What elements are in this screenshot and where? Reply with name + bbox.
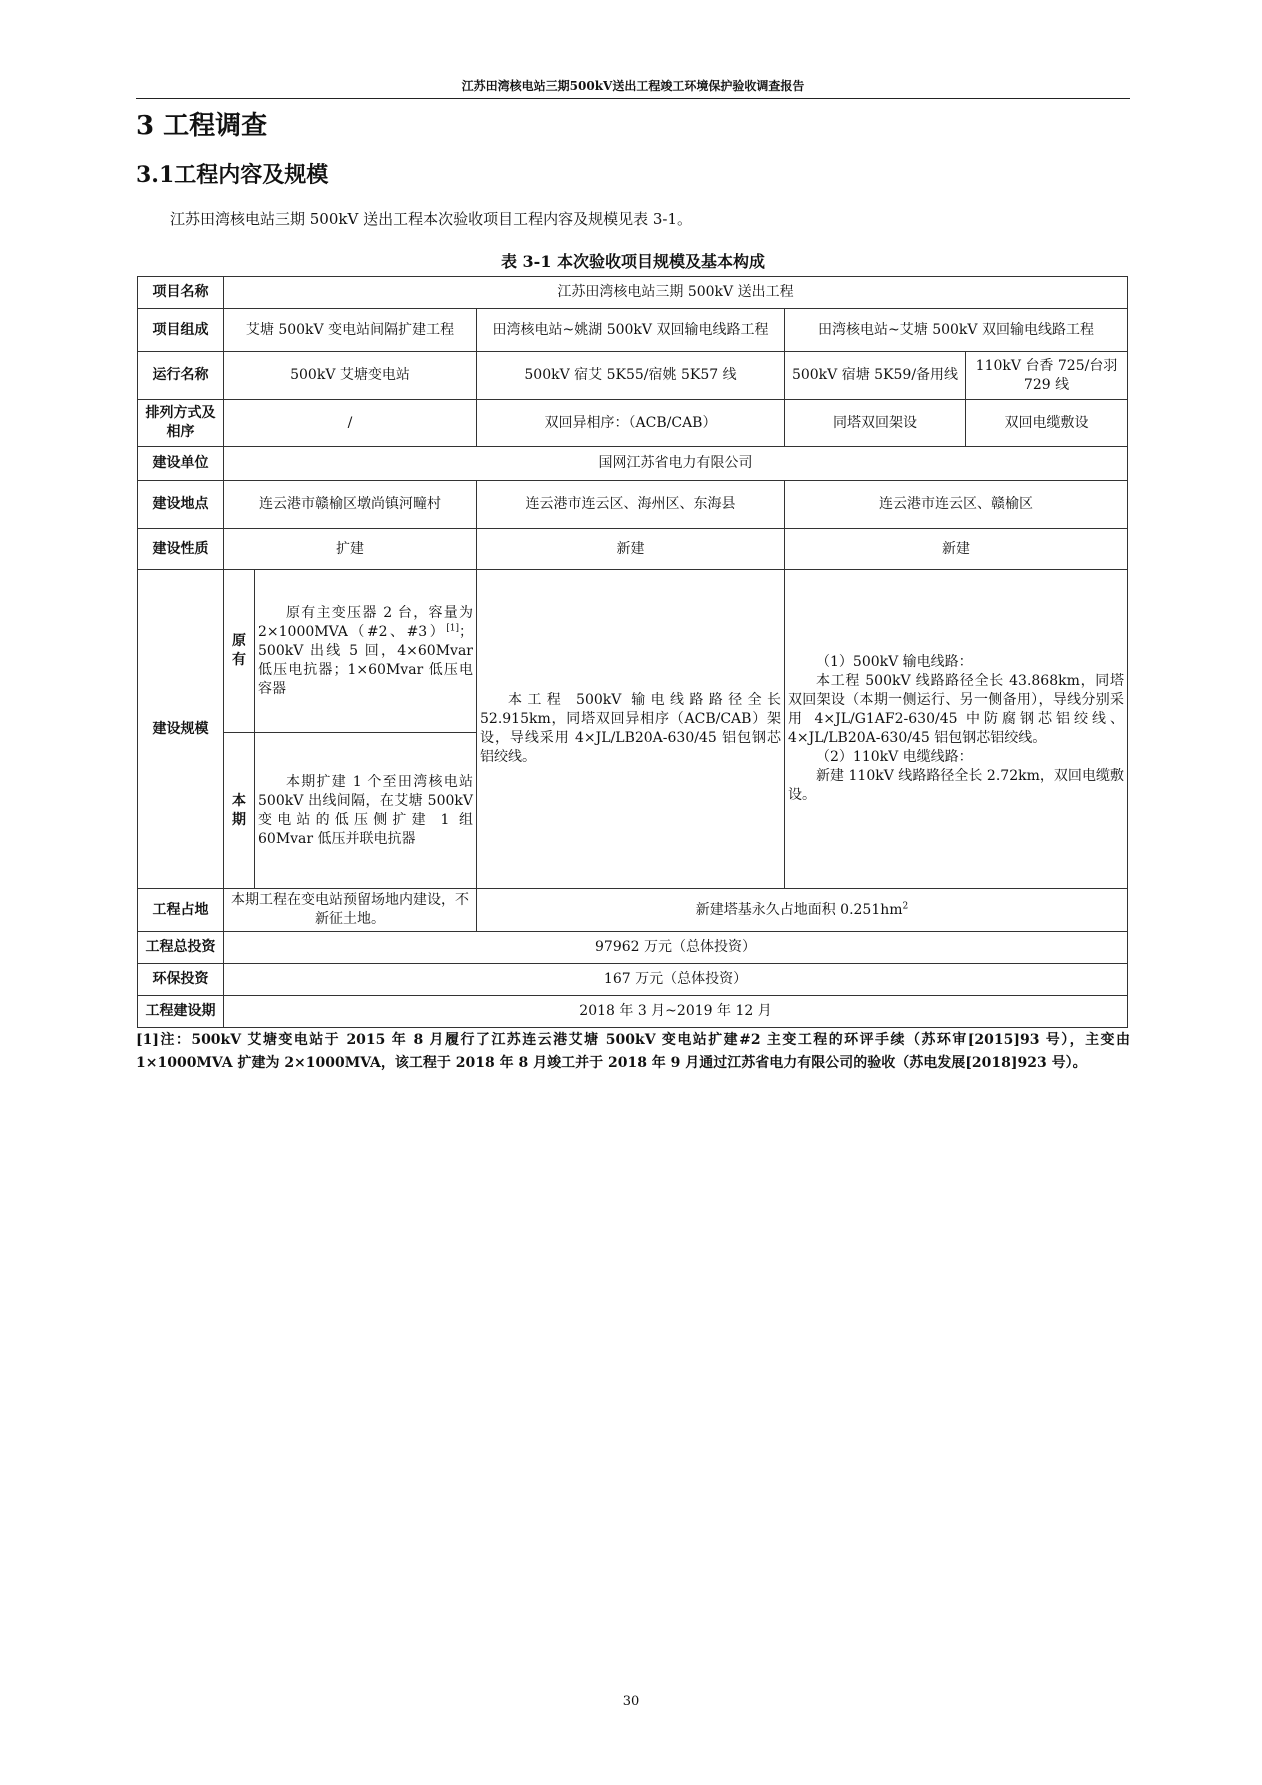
- table-row: [138, 309, 1128, 352]
- page-number: 30: [622, 1694, 640, 1709]
- section-heading: 3 工程调查: [136, 111, 268, 141]
- unit-value: 国网江苏省电力有限公司: [224, 447, 1128, 481]
- label-composition: 项目组成: [138, 309, 224, 352]
- land-lines: [477, 889, 1128, 932]
- period-value: 2018 年 3 月~2019 年 12 月: [224, 996, 1128, 1028]
- project-name-value: 江苏田湾核电站三期 500kV 送出工程: [224, 277, 1128, 309]
- scale-existing-text: [258, 604, 473, 699]
- table-row: [138, 529, 1128, 570]
- table-row: [138, 889, 1128, 932]
- nature-line-aitang: 新建: [785, 529, 1128, 570]
- nature-line-yaohu: 新建: [477, 529, 785, 570]
- label-run-name: 运行名称: [138, 352, 224, 400]
- table-caption: 表 3-1 本次验收项目规模及基本构成: [500, 252, 766, 271]
- label-total-invest: 工程总投资: [138, 932, 224, 964]
- header-rule: [136, 98, 1130, 99]
- run-name-line-yaohu: 500kV 宿艾 5K55/宿姚 5K57 线: [477, 352, 785, 400]
- footnote-marker: [1]: [446, 622, 459, 633]
- table-row: [138, 352, 1128, 400]
- label-nature: 建设性质: [138, 529, 224, 570]
- table-row: [138, 932, 1128, 964]
- scale-existing-b: ；500kV 出线 5 回，4×60Mvar 低压电抗器；1×60Mvar 低压电容器: [258, 623, 473, 697]
- label-unit: 建设单位: [138, 447, 224, 481]
- scale-line-aitang: [785, 570, 1128, 889]
- label-current: 本期: [224, 733, 255, 889]
- table-row: [138, 447, 1128, 481]
- table-row: [138, 400, 1128, 447]
- label-location: 建设地点: [138, 481, 224, 529]
- composition-substation: 艾塘 500kV 变电站间隔扩建工程: [224, 309, 477, 352]
- scale-line-yaohu: [477, 570, 785, 889]
- table-row: [138, 570, 1128, 733]
- subsection-heading: 3.1工程内容及规模: [136, 162, 329, 188]
- table-row: [138, 996, 1128, 1028]
- label-period: 工程建设期: [138, 996, 224, 1028]
- scale-current: [255, 733, 477, 889]
- land-lines-text: 新建塔基永久占地面积 0.251hm: [695, 901, 903, 918]
- arrangement-cable: 双回电缆敷设: [966, 400, 1128, 447]
- arrangement-substation: /: [224, 400, 477, 447]
- label-existing: 原有: [224, 570, 255, 733]
- project-table: [137, 276, 1128, 1028]
- table-row: [138, 964, 1128, 996]
- table-row: [138, 277, 1128, 309]
- table-row: [138, 481, 1128, 529]
- location-line-aitang: 连云港市连云区、赣榆区: [785, 481, 1128, 529]
- location-line-yaohu: 连云港市连云区、海州区、东海县: [477, 481, 785, 529]
- composition-line-aitang: 田湾核电站~艾塘 500kV 双回输电线路工程: [785, 309, 1128, 352]
- label-scale: 建设规模: [138, 570, 224, 889]
- label-land: 工程占地: [138, 889, 224, 932]
- scale-line-aitang-body: 本工程 500kV 线路路径全长 43.868km，同塔双回架设（本期一侧运行、另一侧备用），导线分别采用 4×JL/G1AF2-630/45 中防腐钢芯铝绞线、4×JL/LB20A-630/45 铝包钢芯铝绞线。: [788, 673, 1125, 746]
- total-invest-value: 97962 万元（总体投资）: [224, 932, 1128, 964]
- scale-cable-title: （2）110kV 电缆线路：: [816, 749, 973, 765]
- intro-paragraph: 江苏田湾核电站三期 500kV 送出工程本次验收项目工程内容及规模见表 3-1。: [170, 210, 693, 228]
- footnote: [1]注：500kV 艾塘变电站于 2015 年 8 月履行了江苏连云港艾塘 500kV 变电站扩建#2 主变工程的环评手续（苏环审[2015]93 号），主变由 1×1000MVA 扩建为 2×1000MVA，该工程于 2018 年 8 月竣工并于 2018 年 9 月通过江苏省电力有限公司的验收（苏电发展[2018]923 号）。: [136, 1032, 1130, 1071]
- land-unit-superscript: 2: [902, 900, 909, 911]
- label-project-name: 项目名称: [138, 277, 224, 309]
- scale-line-yaohu-text: 本工程 500kV 输电线路路径全长 52.915km，同塔双回异相序（ACB/CAB）架设，导线采用 4×JL/LB20A-630/45 铝包钢芯铝绞线。: [480, 692, 781, 765]
- scale-line-aitang-title: （1）500kV 输电线路：: [816, 654, 973, 670]
- scale-cable-body: 新建 110kV 线路路径全长 2.72km，双回电缆敷设。: [788, 768, 1125, 803]
- arrangement-line-yaohu: 双回异相序：（ACB/CAB）: [477, 400, 785, 447]
- run-name-line-aitang: 500kV 宿塘 5K59/备用线: [785, 352, 966, 400]
- nature-substation: 扩建: [224, 529, 477, 570]
- env-invest-value: 167 万元（总体投资）: [224, 964, 1128, 996]
- label-env-invest: 环保投资: [138, 964, 224, 996]
- scale-current-text: 本期扩建 1 个至田湾核电站 500kV 出线间隔，在艾塘 500kV 变电站的低压侧扩建 1 组 60Mvar 低压并联电抗器: [258, 773, 473, 847]
- scale-existing: [255, 570, 477, 733]
- composition-line-yaohu: 田湾核电站~姚湖 500kV 双回输电线路工程: [477, 309, 785, 352]
- land-substation: 本期工程在变电站预留场地内建设，不新征土地。: [224, 889, 477, 932]
- label-arrangement: 排列方式及相序: [138, 400, 224, 447]
- run-name-substation: 500kV 艾塘变电站: [224, 352, 477, 400]
- location-substation: 连云港市赣榆区墩尚镇河疃村: [224, 481, 477, 529]
- run-name-cable: 110kV 台香 725/台羽 729 线: [966, 352, 1128, 400]
- running-header: 江苏田湾核电站三期500kV送出工程竣工环境保护验收调查报告: [461, 79, 805, 93]
- arrangement-line-aitang: 同塔双回架设: [785, 400, 966, 447]
- scale-existing-a: 原有主变压器 2 台，容量为 2×1000MVA（#2、#3）: [258, 604, 473, 640]
